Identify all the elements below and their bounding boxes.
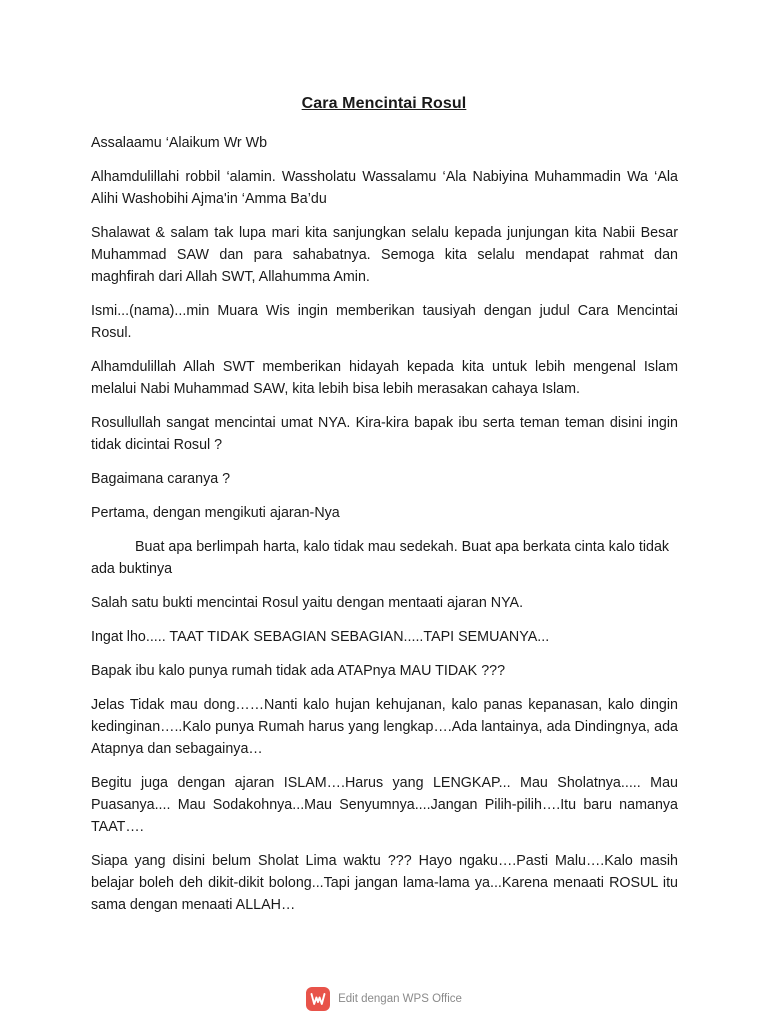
- paragraph-opening: Alhamdulillahi robbil ‘alamin. Wassholatu Wassalamu ‘Ala Nabiyina Muhammadin Wa ‘Ala Alihi Washobihi Ajma'in ‘Amma Ba’du: [91, 169, 678, 207]
- paragraph-house-question: Bapak ibu kalo punya rumah tidak ada ATAPnya MAU TIDAK ???: [91, 663, 506, 679]
- paragraph-sholat: Siapa yang disini belum Sholat Lima waktu ??? Hayo ngaku….Pasti Malu….Kalo masih belajar boleh deh dikit-dikit bolong...Tapi jangan lama-lama ya...Karena menaati ROSUL itu sama dengan menaati ALLAH…: [91, 853, 678, 913]
- paragraph-house-answer: Jelas Tidak mau dong……Nanti kalo hujan kehujanan, kalo panas kepanasan, kalo dingin kedinginan…..Kalo punya Rumah harus yang lengkap….Ada lantainya, ada Dindingnya, ada Atapnya dan sebagainya…: [91, 697, 678, 757]
- document-body: [91, 132, 678, 928]
- document-title: Cara Mencintai Rosul: [301, 95, 467, 112]
- paragraph-how: Bagaimana caranya ?: [91, 471, 231, 487]
- paragraph-islam-complete: Begitu juga dengan ajaran ISLAM….Harus yang LENGKAP... Mau Sholatnya..... Mau Puasanya.... Mau Sodakohnya...Mau Senyumnya....Jangan Pilih-pilih….Itu baru namanya TAAT….: [91, 775, 678, 835]
- footer-edit-label: Edit dengan WPS Office: [338, 993, 462, 1005]
- paragraph-proof: Salah satu bukti mencintai Rosul yaitu dengan mentaati ajaran NYA.: [91, 595, 524, 611]
- wps-edit-footer[interactable]: [0, 984, 768, 1014]
- paragraph-hidayah: Alhamdulillah Allah SWT memberikan hidayah kepada kita untuk lebih mengenal Islam melalui Nabi Muhammad SAW, kita lebih bisa lebih merasakan cahaya Islam.: [91, 359, 678, 397]
- paragraph-greeting: Assalaamu ‘Alaikum Wr Wb: [91, 135, 268, 151]
- paragraph-reminder: Ingat lho..... TAAT TIDAK SEBAGIAN SEBAGIAN.....TAPI SEMUANYA...: [91, 629, 550, 645]
- paragraph-charity: Buat apa berlimpah harta, kalo tidak mau sedekah. Buat apa berkata cinta kalo tidak ada buktinya: [91, 539, 670, 577]
- paragraph-first: Pertama, dengan mengikuti ajaran-Nya: [91, 505, 340, 521]
- paragraph-question: Rosullullah sangat mencintai umat NYA. Kira-kira bapak ibu serta teman teman disini ingin tidak dicintai Rosul ?: [91, 415, 678, 453]
- paragraph-introduction: Ismi...(nama)...min Muara Wis ingin memberikan tausiyah dengan judul Cara Mencintai Rosul.: [91, 303, 678, 341]
- wps-office-logo-icon: [306, 987, 330, 1011]
- paragraph-shalawat: Shalawat & salam tak lupa mari kita sanjungkan selalu kepada junjungan kita Nabii Besar Muhammad SAW dan para sahabatnya. Semoga kita selalu mendapat rahmat dan maghfirah dari Allah SWT, Allahumma Amin.: [91, 225, 678, 285]
